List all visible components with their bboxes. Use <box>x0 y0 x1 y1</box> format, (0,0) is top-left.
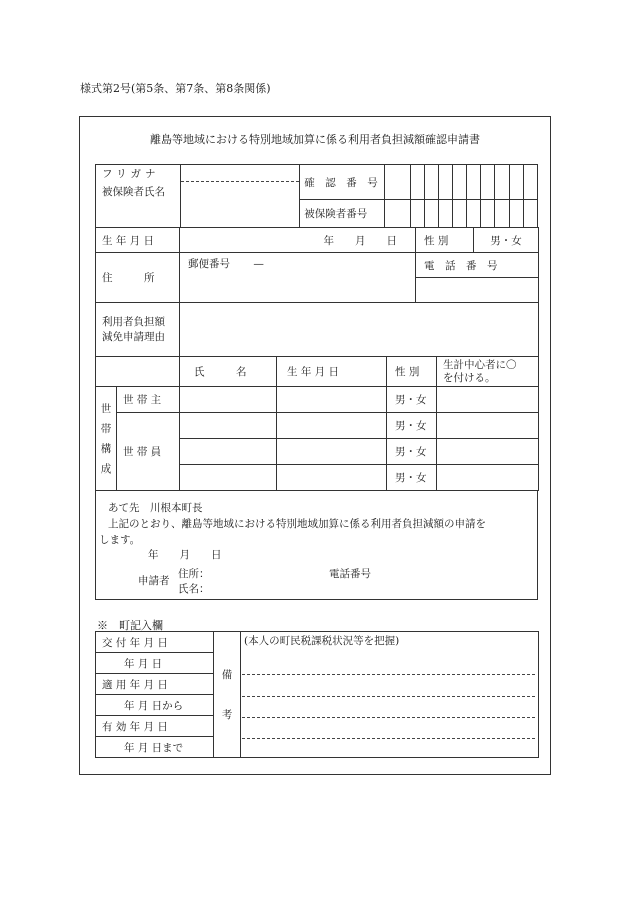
confirmation-digit[interactable] <box>509 165 523 200</box>
household-birth-input[interactable] <box>277 413 387 439</box>
household-sex[interactable]: 男・女 <box>387 387 437 413</box>
insured-digit[interactable] <box>385 200 410 228</box>
household-name-input[interactable] <box>180 413 277 439</box>
confirmation-digit[interactable] <box>438 165 452 200</box>
household-main-input[interactable] <box>437 439 539 465</box>
town-section-label: ※ 町記入欄 <box>97 619 163 632</box>
reason-table <box>95 302 539 357</box>
group-char: 成 <box>100 462 112 475</box>
col-main <box>437 357 539 387</box>
confirmation-digit[interactable] <box>385 165 410 200</box>
applicant-label: 申請者 <box>138 575 170 587</box>
group-char: 世 <box>100 402 112 415</box>
household-group-label <box>96 387 117 491</box>
household-name-input[interactable] <box>180 387 277 413</box>
birthdate-label: 生 年 月 日 <box>96 228 180 253</box>
remarks-dashed-line <box>242 674 535 675</box>
insured-digit[interactable] <box>509 200 523 228</box>
confirmation-digit[interactable] <box>410 165 424 200</box>
birth-address-table <box>95 227 539 253</box>
col-name: 氏 名 <box>180 357 277 387</box>
reason-label-line-2: 減免申請理由 <box>102 330 165 343</box>
applicant-name-label[interactable]: 氏名： <box>178 583 210 595</box>
group-char: 帯 <box>100 422 112 435</box>
birthdate-value[interactable]: 年 月 日 <box>180 228 416 253</box>
confirmation-digit[interactable] <box>467 165 481 200</box>
remarks-note: (本人の町民税課税状況等を把握) <box>244 635 400 647</box>
group-char: 構 <box>100 442 112 455</box>
remarks-dashed-line <box>242 738 535 739</box>
applicant-phone-label[interactable]: 電話番号 <box>329 568 371 580</box>
household-name-input[interactable] <box>180 439 277 465</box>
household-table <box>95 356 539 491</box>
household-name-input[interactable] <box>180 465 277 491</box>
household-sex[interactable]: 男・女 <box>387 439 437 465</box>
town-row-issue: 交 付 年 月 日 <box>96 632 214 653</box>
household-main-input[interactable] <box>437 465 539 491</box>
town-row-issue-date[interactable]: 年 月 日 <box>96 653 214 674</box>
col-sex: 性 別 <box>387 357 437 387</box>
household-main-input[interactable] <box>437 413 539 439</box>
household-birth-input[interactable] <box>277 465 387 491</box>
form-number: 様式第2号(第5条、第7条、第8条関係) <box>80 82 271 95</box>
insured-digit[interactable] <box>523 200 537 228</box>
reason-label-line-1: 利用者負担額 <box>102 315 165 328</box>
confirmation-digit[interactable] <box>453 165 467 200</box>
household-head-label: 世 帯 主 <box>117 387 180 413</box>
applicant-table <box>95 164 538 228</box>
declaration-body-2: します。 <box>99 534 141 546</box>
reason-label <box>96 303 180 357</box>
insured-digit[interactable] <box>453 200 467 228</box>
household-birth-input[interactable] <box>277 387 387 413</box>
addressee: あて先 川根本町長 <box>108 502 203 514</box>
form-title: 離島等地域における特別地域加算に係る利用者負担減額確認申請書 <box>150 133 480 146</box>
col-birth: 生 年 月 日 <box>277 357 387 387</box>
town-row-apply: 適 用 年 月 日 <box>96 674 214 695</box>
insured-digit[interactable] <box>410 200 424 228</box>
address-label: 住 所 <box>96 253 180 303</box>
insured-name-label: 被保険者氏名 <box>96 182 181 228</box>
confirmation-digit[interactable] <box>523 165 537 200</box>
confirmation-digit[interactable] <box>481 165 495 200</box>
sex-value[interactable]: 男・女 <box>474 228 539 253</box>
household-header-blank <box>96 357 180 387</box>
household-sex[interactable]: 男・女 <box>387 465 437 491</box>
col-main-line-1: 生計中心者に〇 <box>443 358 517 371</box>
address-input[interactable] <box>180 253 416 303</box>
town-row-valid: 有 効 年 月 日 <box>96 716 214 737</box>
confirmation-digit[interactable] <box>495 165 509 200</box>
sex-label: 性 別 <box>416 228 474 253</box>
postal-label: 郵便番号 <box>188 258 230 270</box>
declaration-body-1: 上記のとおり、離島等地域における特別地域加算に係る利用者負担減額の申請を <box>108 518 486 530</box>
insured-digit[interactable] <box>481 200 495 228</box>
household-main-input[interactable] <box>437 387 539 413</box>
declaration-date[interactable]: 年 月 日 <box>148 549 222 561</box>
town-row-apply-date[interactable]: 年 月 日から <box>96 695 214 716</box>
town-row-valid-date[interactable]: 年 月 日まで <box>96 737 214 758</box>
address-table <box>95 252 539 303</box>
reason-input[interactable] <box>180 303 539 357</box>
remarks-label <box>214 632 241 758</box>
furigana-input[interactable] <box>180 165 299 182</box>
household-sex[interactable]: 男・女 <box>387 413 437 439</box>
postal-dash: — <box>253 258 264 270</box>
insured-digit[interactable] <box>467 200 481 228</box>
furigana-label: フリガナ <box>96 165 181 182</box>
remarks-dashed-line <box>242 717 535 718</box>
remarks-char: 備 <box>221 668 233 681</box>
insured-digit[interactable] <box>438 200 452 228</box>
insured-digit[interactable] <box>424 200 438 228</box>
insured-number-label: 被保険者番号 <box>300 200 385 228</box>
remarks-char: 考 <box>221 708 233 721</box>
confirmation-number-label: 確 認 番 号 <box>300 165 385 200</box>
household-birth-input[interactable] <box>277 439 387 465</box>
phone-label: 電 話 番 号 <box>416 253 539 278</box>
declaration-box <box>95 490 538 600</box>
remarks-dashed-line <box>242 696 535 697</box>
phone-input[interactable] <box>416 278 539 303</box>
applicant-address-label[interactable]: 住所： <box>178 568 210 580</box>
col-main-line-2: を付ける。 <box>443 371 496 384</box>
household-member-label: 世 帯 員 <box>117 413 180 491</box>
insured-digit[interactable] <box>495 200 509 228</box>
insured-name-input[interactable] <box>180 182 299 228</box>
confirmation-digit[interactable] <box>424 165 438 200</box>
